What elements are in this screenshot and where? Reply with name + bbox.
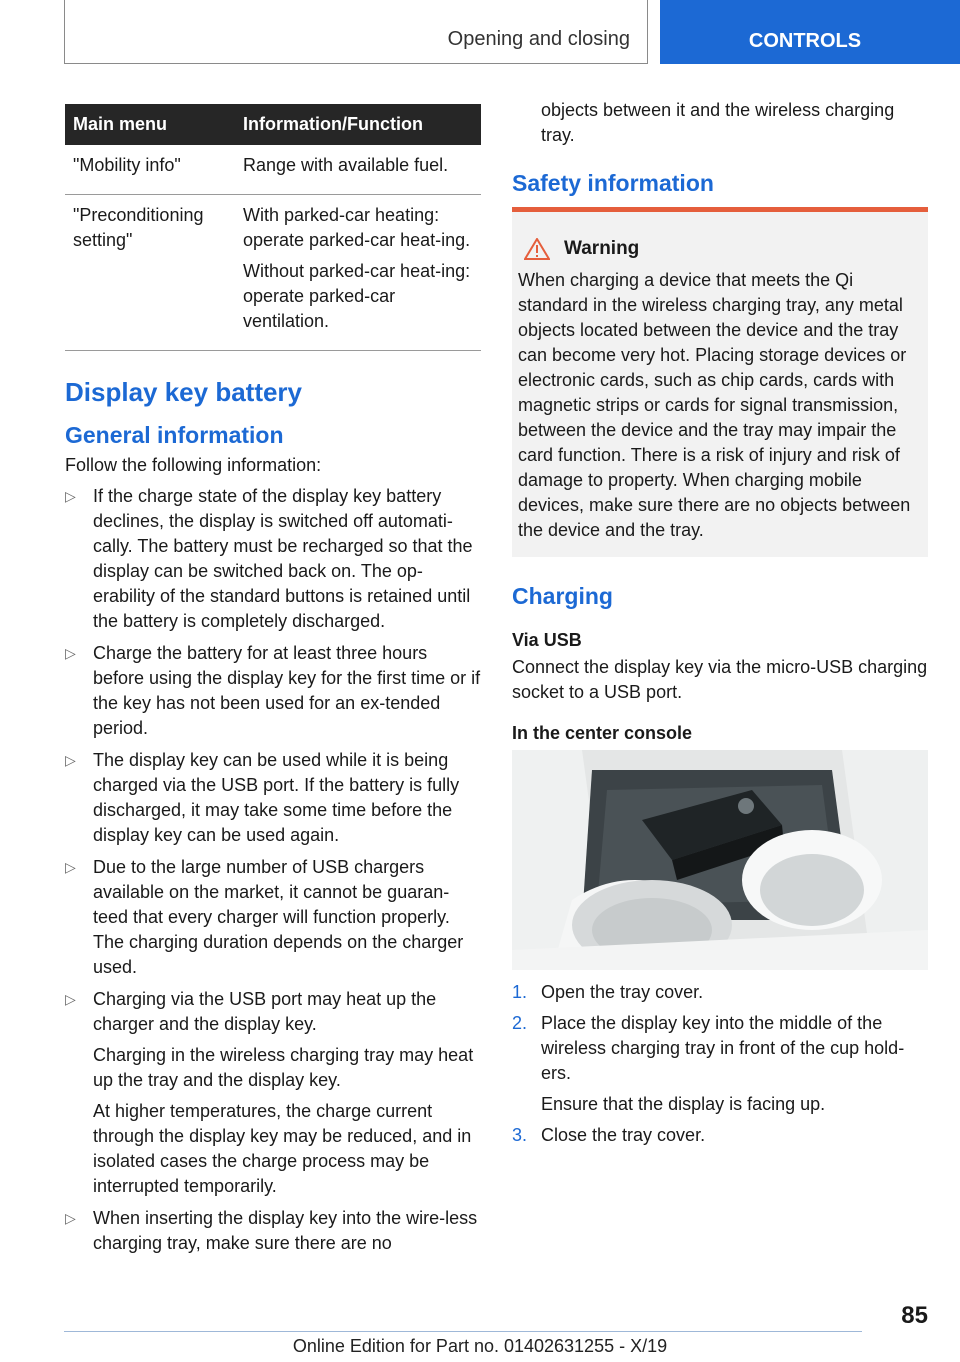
- triangle-bullet-icon: ▷: [65, 859, 76, 875]
- center-console-illustration: [512, 750, 928, 970]
- bullet-list: [65, 484, 481, 1256]
- step-text: Close the tray cover.: [541, 1125, 706, 1145]
- header-section-title: Opening and closing: [447, 28, 630, 50]
- step-list: [512, 980, 928, 1148]
- step-text: Place the display key into the middle of the wireless charging tray in front of the cup hold-ers.: [541, 1013, 905, 1083]
- list-item-text: Charge the battery for at least three hours before using the display key for the first time or if the key has not been used for an ex-tended period.: [93, 643, 481, 738]
- right-column: [512, 100, 928, 1154]
- menu-table: [65, 104, 481, 351]
- table-cell-menu: "Mobility info": [65, 145, 235, 195]
- list-item: [65, 855, 481, 980]
- table-header-cell: Main menu: [65, 104, 235, 145]
- intro-text: Follow the following information:: [65, 455, 322, 475]
- triangle-bullet-icon: ▷: [65, 991, 76, 1007]
- step-number: 3.: [512, 1125, 528, 1145]
- table-header-row: [65, 104, 481, 145]
- list-item: [65, 484, 481, 634]
- step-number: 1.: [512, 982, 528, 1002]
- list-item: [512, 1011, 928, 1117]
- usb-heading: Via USB: [512, 630, 582, 650]
- table-row: [65, 145, 481, 195]
- list-item: [65, 641, 481, 741]
- list-item-text: Due to the large number of USB chargers available on the market, it cannot be guaran-teed that every charger will function properly. The charging duration depends on the charger used.: [93, 857, 464, 977]
- step-number: 2.: [512, 1013, 528, 1033]
- triangle-bullet-icon: ▷: [65, 488, 76, 504]
- table-header-cell: Information/Function: [235, 104, 481, 145]
- step-text: Ensure that the display is facing up.: [541, 1094, 826, 1114]
- footer-edition-text: Online Edition for Part no. 01402631255 - X/19: [292, 1336, 668, 1356]
- subsection-heading: General information: [65, 422, 284, 448]
- safety-heading: Safety information: [512, 170, 714, 196]
- footer-divider: [64, 1331, 862, 1332]
- continued-text: objects between it and the wireless charging tray.: [541, 100, 895, 145]
- table-cell-info: [235, 195, 481, 351]
- table-cell-info: [235, 145, 481, 195]
- warning-title: Warning: [564, 238, 640, 259]
- list-item-text: If the charge state of the display key battery declines, the display is switched off automati-cally. The battery must be recharged so that the display can be switched back on. The op-erability of the standard buttons is retained until the battery is completely discharged.: [93, 486, 473, 631]
- warning-text: When charging a device that meets the Qi standard in the wireless charging tray, any metal objects located between the device and the tray can become very hot. Placing storage devices or electronic cards, such as chip cards, cards with magnetic strips or cards for signal transmission, between the device and the tray may impair the card function. There is a risk of injury and risk of damage to property. When charging mobile devices, make sure there are no objects between the device and the tray.: [518, 270, 911, 540]
- list-item-text: At higher temperatures, the charge current through the display key may be reduced, and in isolated cases the charge process may be interrupted temporarily.: [93, 1101, 472, 1196]
- section-heading: Display key battery: [65, 377, 303, 407]
- list-item: [512, 1123, 928, 1148]
- list-item: [65, 1206, 481, 1256]
- triangle-bullet-icon: ▷: [65, 1210, 76, 1226]
- table-cell-menu: "Preconditioning setting": [65, 195, 235, 351]
- table-cell-text: Range with available fuel.: [243, 155, 449, 175]
- warning-triangle-icon: [524, 238, 550, 260]
- header-chapter-tab[interactable]: CONTROLS: [660, 0, 960, 64]
- table-cell-text: With parked-car heating: operate parked-car heat-ing.: [243, 205, 471, 250]
- list-item: [512, 980, 928, 1005]
- triangle-bullet-icon: ▷: [65, 752, 76, 768]
- list-item: [65, 748, 481, 848]
- table-row: [65, 195, 481, 351]
- table-cell-text: Without parked-car heat-ing: operate parked-car ventilation.: [243, 261, 471, 331]
- list-item-text: Charging in the wireless charging tray may heat up the tray and the display key.: [93, 1045, 474, 1090]
- left-column: [65, 104, 481, 1263]
- step-text: Open the tray cover.: [541, 982, 704, 1002]
- list-item-text: When inserting the display key into the wire-less charging tray, make sure there are no: [93, 1208, 478, 1253]
- warning-box: [512, 207, 928, 557]
- triangle-bullet-icon: ▷: [65, 645, 76, 661]
- list-item-text: Charging via the USB port may heat up the charger and the display key.: [93, 989, 437, 1034]
- console-heading: In the center console: [512, 723, 693, 743]
- usb-text: Connect the display key via the micro-USB charging socket to a USB port.: [512, 657, 928, 702]
- list-item: [65, 987, 481, 1199]
- warning-title-row: [518, 238, 922, 260]
- charging-heading: Charging: [512, 583, 613, 609]
- list-item-text: The display key can be used while it is being charged via the USB port. If the battery is fully discharged, it may take some time before the display key can be used again.: [93, 750, 460, 845]
- page-number: 85: [901, 1302, 928, 1329]
